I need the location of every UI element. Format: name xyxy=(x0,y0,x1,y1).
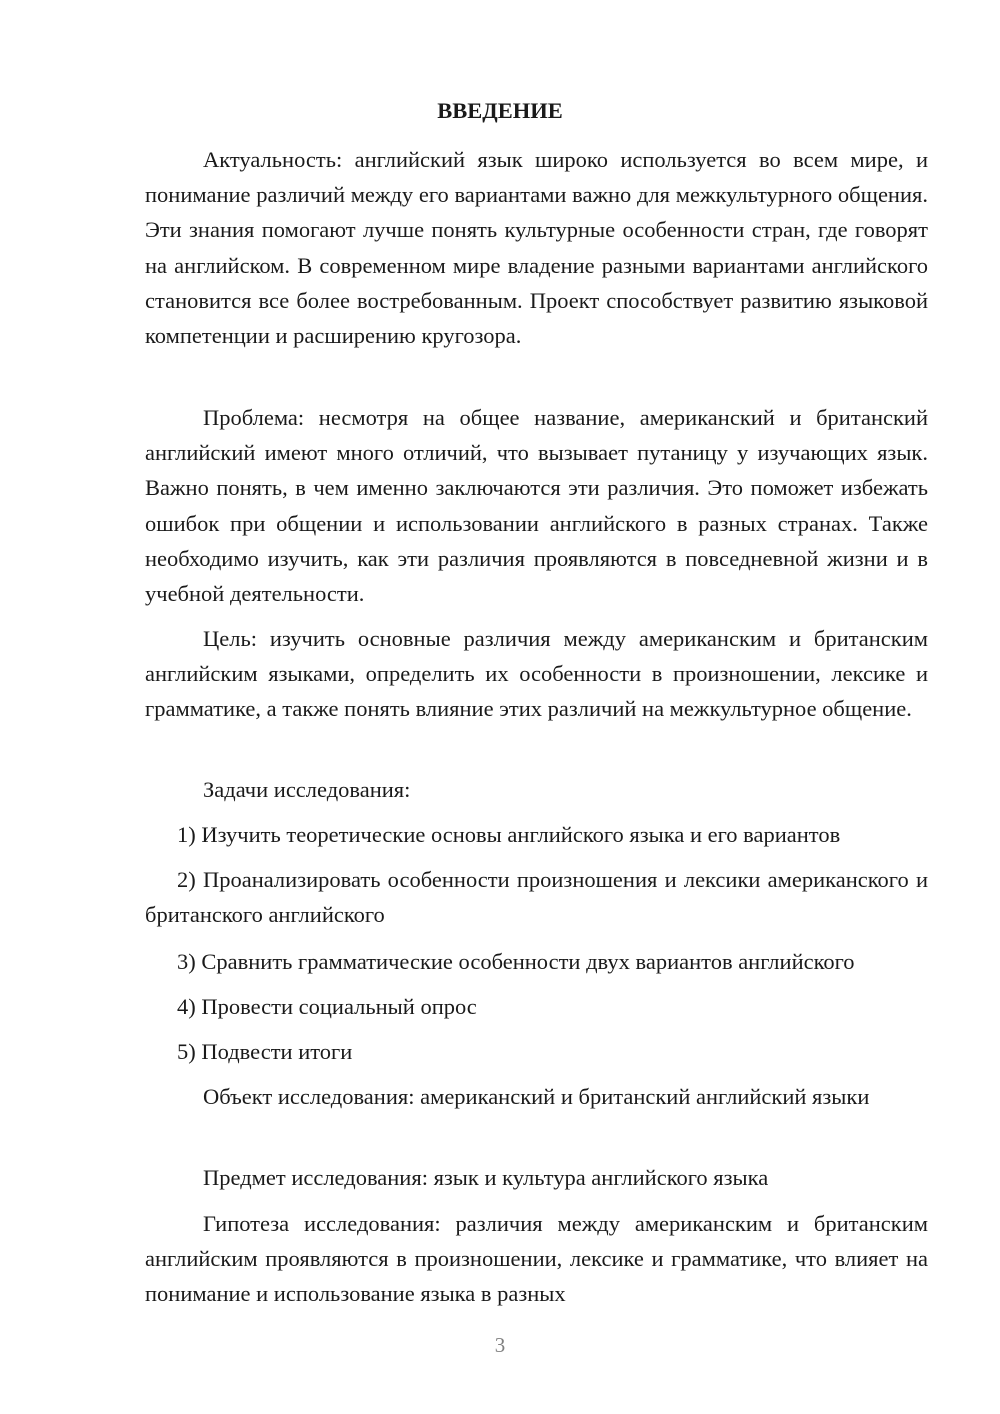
research-object: Объект исследования: американский и британский английский языки xyxy=(203,1084,870,1109)
task-item-1: 1) Изучить теоретические основы английского языка и его вариантов xyxy=(177,822,841,847)
task-item-5: 5) Подвести итоги xyxy=(177,1039,353,1064)
paragraph-relevance: Актуальность: английский язык широко используется во всем мире, и понимание различий между его вариантами важно для межкультурного общения. Эти знания помогают лучше понять культурные особенности стран, где говорят на английском. В современном мире владение разными вариантами английского становится все более востребованным. Проект способствует развитию языковой компетенции и расширению кругозора. xyxy=(145,147,928,349)
tasks-heading: Задачи исследования: xyxy=(203,777,411,802)
section-heading: ВВЕДЕНИЕ xyxy=(437,98,563,123)
page-number: 3 xyxy=(494,1333,506,1357)
task-item-4: 4) Провести социальный опрос xyxy=(177,994,477,1019)
research-subject: Предмет исследования: язык и культура английского языка xyxy=(203,1165,769,1190)
task-item-3: 3) Сравнить грамматические особенности двух вариантов английского xyxy=(177,949,855,974)
paragraph-goal: Цель: изучить основные различия между американским и британским английским языками, определить их особенности в произношении, лексике и грамматике, а также понять влияние этих различий на межкультурное общение. xyxy=(145,626,928,722)
task-item-2: 2) Проанализировать особенности произношения и лексики американского и британского английского xyxy=(145,867,928,928)
research-hypothesis: Гипотеза исследования: различия между американским и британским английским проявляются в произношении, лексике и грамматике, что влияет на понимание и использование языка в разных xyxy=(145,1211,928,1307)
paragraph-problem: Проблема: несмотря на общее название, американский и британский английский имеют много отличий, что вызывает путаницу у изучающих язык. Важно понять, в чем именно заключаются эти различия. Это поможет избежать ошибок при общении и использовании английского в разных странах. Также необходимо изучить, как эти различия проявляются в повседневной жизни и в учебной деятельности. xyxy=(145,405,928,607)
